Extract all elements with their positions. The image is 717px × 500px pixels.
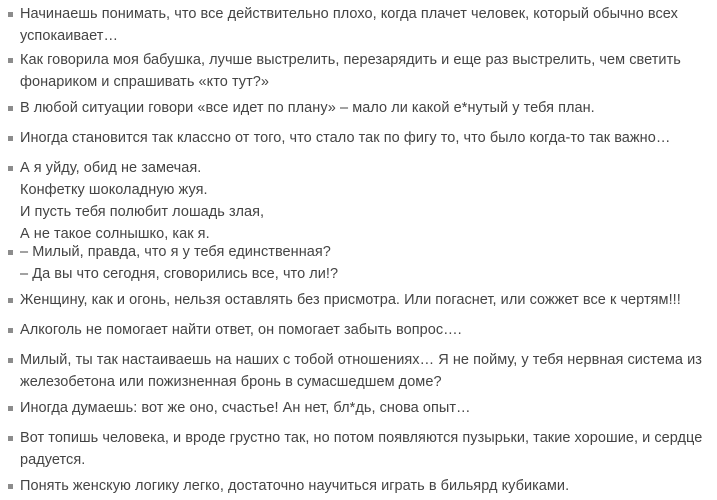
quote-line: успокаивает… bbox=[20, 28, 119, 44]
quote-text bbox=[20, 3, 717, 47]
quote-text bbox=[20, 97, 717, 119]
quote-line: Конфетку шоколадную жуя. bbox=[20, 182, 208, 198]
quote-line: Алкоголь не помогает найти ответ, он помогает забыть вопрос…. bbox=[20, 322, 462, 338]
bullet-icon bbox=[8, 298, 13, 303]
quote-text bbox=[20, 241, 717, 285]
quote-line: Женщину, как и огонь, нельзя оставлять без присмотра. Или погаснет, или сожжет все к чертям!!! bbox=[20, 292, 681, 308]
quote-text bbox=[20, 349, 717, 393]
quote-line: А не такое солнышко, как я. bbox=[20, 226, 210, 242]
quote-line: Понять женскую логику легко, достаточно научиться играть в бильярд кубиками. bbox=[20, 478, 570, 494]
bullet-icon bbox=[8, 436, 13, 441]
quote-line: Вот топишь человека, и вроде грустно так, но потом появляются пузырьки, такие хорошие, и сердце bbox=[20, 430, 703, 446]
quote-line: Как говорила моя бабушка, лучше выстрелить, перезарядить и еще раз выстрелить, чем светить bbox=[20, 52, 681, 68]
bullet-icon bbox=[8, 406, 13, 411]
bullet-icon bbox=[8, 484, 13, 489]
bullet-icon bbox=[8, 358, 13, 363]
quote-text bbox=[20, 289, 717, 311]
quote-line: Милый, ты так настаиваешь на наших с тобой отношениях… Я не пойму, у тебя нервная система из bbox=[20, 352, 702, 368]
quote-line: А я уйду, обид не замечая. bbox=[20, 160, 202, 176]
quote-line: Иногда становится так классно от того, что стало так по фигу то, что было когда-то так важно… bbox=[20, 130, 671, 146]
quote-line: железобетона или пожизненная бронь в сумасшедшем доме? bbox=[20, 374, 442, 390]
bullet-icon bbox=[8, 166, 13, 171]
quote-text bbox=[20, 397, 717, 419]
quote-line: Начинаешь понимать, что все действительно плохо, когда плачет человек, который обычно всех bbox=[20, 6, 678, 22]
quote-line: Иногда думаешь: вот же оно, счастье! Ан нет, бл*дь, снова опыт… bbox=[20, 400, 471, 416]
bullet-icon bbox=[8, 58, 13, 63]
quote-line: И пусть тебя полюбит лошадь злая, bbox=[20, 204, 265, 220]
bullet-icon bbox=[8, 106, 13, 111]
quote-text bbox=[20, 49, 717, 93]
quote-text bbox=[20, 319, 717, 341]
quote-line: – Милый, правда, что я у тебя единственная? bbox=[20, 244, 331, 260]
quote-line: – Да вы что сегодня, сговорились все, что ли!? bbox=[20, 266, 339, 282]
quote-text bbox=[20, 427, 717, 471]
quote-text bbox=[20, 157, 717, 245]
bullet-icon bbox=[8, 136, 13, 141]
quote-line: фонариком и спрашивать «кто тут?» bbox=[20, 74, 270, 90]
quote-text bbox=[20, 127, 717, 149]
quote-line: радуется. bbox=[20, 452, 86, 468]
quote-line: В любой ситуации говори «все идет по плану» – мало ли какой е*нутый у тебя план. bbox=[20, 100, 595, 116]
bullet-icon bbox=[8, 328, 13, 333]
bullet-icon bbox=[8, 250, 13, 255]
bullet-icon bbox=[8, 12, 13, 17]
quote-text bbox=[20, 475, 717, 497]
